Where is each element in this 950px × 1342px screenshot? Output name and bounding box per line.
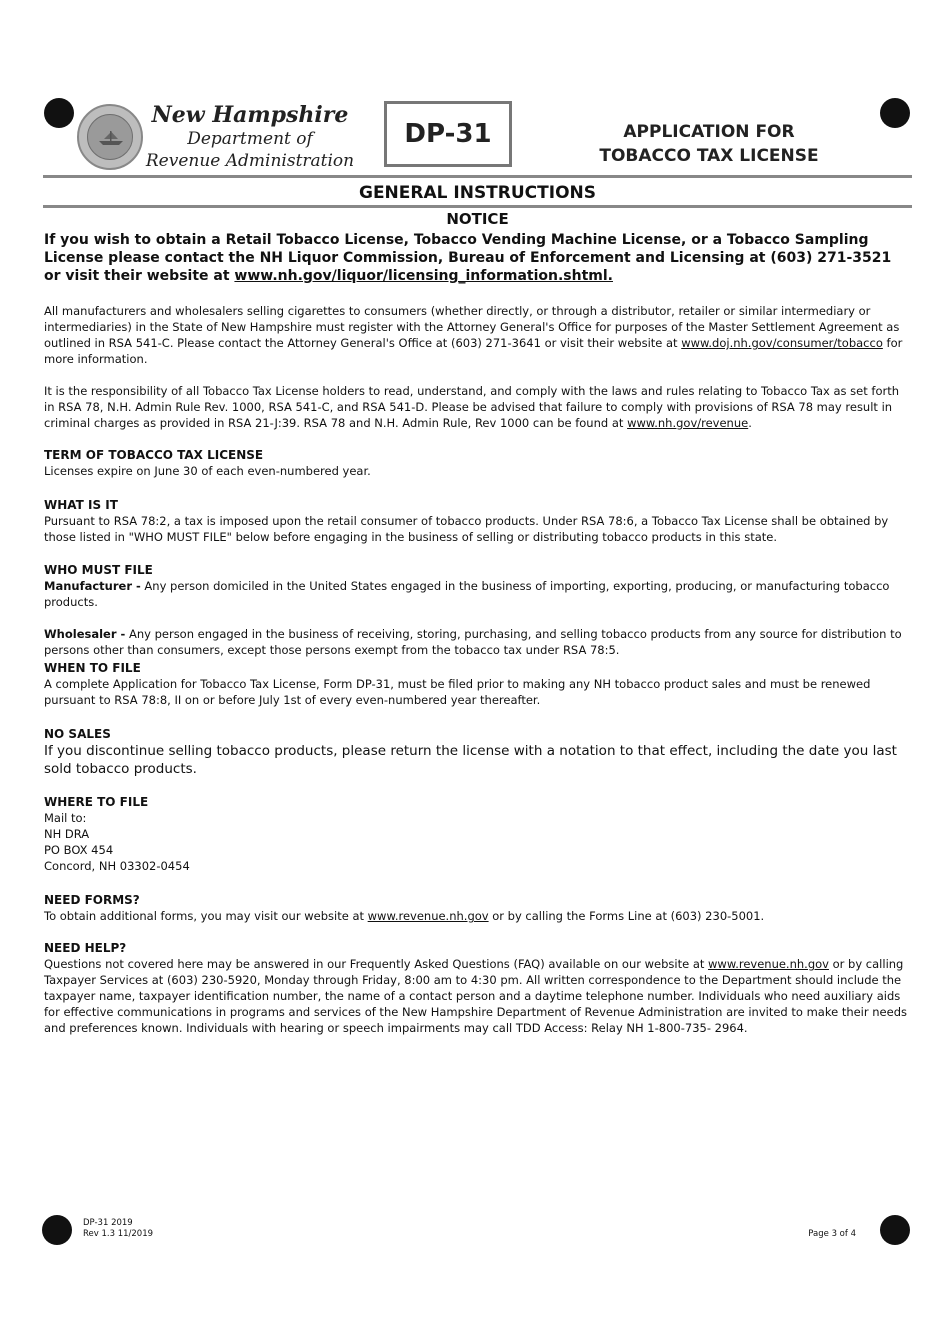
where-line-3: PO BOX 454 [44,843,114,857]
state-seal-logo [77,104,143,170]
para1-text: All manufacturers and wholesalers selling cigarettes to consumers (whether directly, or through a distributor, retailer or similar intermediary or intermediaries) in the State of New Hampshire must register with the Attorney General's Office for purposes of the Master Settlement Agreement as outlined in RSA 541-C. Please contact the Attorney General's Office at (603) 271-3641 or visit their website at [44,304,900,350]
term-heading: TERM OF TOBACCO TAX LICENSE [44,448,264,462]
term-text: Licenses expire on June 30 of each even-numbered year. [44,464,371,478]
dept-line-3: Revenue Administration [145,151,355,171]
footer-form-id: DP-31 2019 [83,1218,133,1228]
where-line-2: NH DRA [44,827,90,841]
footer-revision: Rev 1.3 11/2019 [83,1229,154,1239]
nosales-heading: NO SALES [44,727,111,741]
revenue-link[interactable]: www.nh.gov/revenue [627,416,749,430]
notice-label: NOTICE [446,210,509,228]
section-forms [44,892,910,924]
manufacturer-text: Any person domiciled in the United States engaged in the business of importing, exporting, producing, or manufacturing tobacco products. [44,579,890,609]
corner-dot-bottom-right [880,1215,910,1245]
help-heading: NEED HELP? [44,941,127,955]
wholesaler-text: Any person engaged in the business of receiving, storing, purchasing, and selling tobacco products from any source for distribution to persons other than consumers, except those persons exempt from the tobacco tax under RSA 78:5. [44,627,902,657]
help-text-after: or by calling Taxpayer Services at (603) 230-5920, Monday through Friday, 8:00 am to 4:30 pm. All written correspondence to the Department should include the taxpayer name, taxpayer identification number, the name of a contact person and a daytime telephone number. Individuals who need auxiliary aids for effective communications in programs and services of the New Hampshire Department of Revenue Administration are invited to make their needs and preferences known. Individuals with hearing or speech impairments may call TDD Access: Relay NH 1-800-735- 2964. [44,957,907,1035]
app-title-line-2: TOBACCO TAX LICENSE [599,146,819,166]
when-heading: WHEN TO FILE [44,661,141,675]
section-where [44,794,910,874]
notice-body: If you wish to obtain a Retail Tobacco License, Tobacco Vending Machine License, or a Tobacco Sampling License please contact the NH Liquor Commission, Bureau of Enforcement and Licensing at (603) 271-3521 or visit their website at [44,232,892,284]
para2-text: It is the responsibility of all Tobacco Tax License holders to read, understand, and comply with the laws and rules relating to Tobacco Tax as set forth in RSA 78, N.H. Admin Rule Rev. 1000, RSA 541-C, and RSA 541-D. Please be advised that failure to comply with provisions of RSA 78 may result in criminal charges as provided in RSA 21-J:39. RSA 78 and N.H. Admin Rule, Rev 1000 can be found at [44,384,900,430]
ship-icon [98,131,124,145]
forms-text: To obtain additional forms, you may visit our website at [44,909,364,923]
what-text: Pursuant to RSA 78:2, a tax is imposed upon the retail consumer of tobacco products. Under RSA 78:6, a Tobacco Tax License shall be obtained by those listed in "WHO MUST FILE" below before engaging in the business of selling or distributing tobacco products in this state. [44,514,889,544]
section-term [44,447,910,479]
forms-revenue-link[interactable]: www.revenue.nh.gov [367,909,489,923]
dept-line-2: Department of [187,129,313,149]
app-title-line-1: APPLICATION FOR [623,122,795,142]
where-line-1: Mail to: [44,811,87,825]
form-number: DP-31 [404,119,492,149]
para2-text-after: . [748,416,752,430]
footer-form-info [83,1218,153,1240]
application-title [580,120,838,168]
section-nosales [44,726,910,778]
para1-text-after: for more information. [44,336,903,366]
forms-heading: NEED FORMS? [44,893,140,907]
footer-page-number: Page 3 of 4 [808,1229,856,1239]
who-heading: WHO MUST FILE [44,563,153,577]
nosales-text: If you discontinue selling tobacco products, please return the license with a notation to that effect, including the date you last sold tobacco products. [44,743,897,777]
doj-tobacco-link[interactable]: www.doj.nh.gov/consumer/tobacco [681,336,883,350]
wholesaler-label: Wholesaler - [44,627,126,641]
where-line-4: Concord, NH 03302-0454 [44,859,190,873]
forms-text-after: or by calling the Forms Line at (603) 230-5001. [492,909,765,923]
para-responsibility [44,383,910,431]
corner-dot-top-left [44,98,74,128]
notice-text [44,231,910,285]
para-master-settlement [44,303,910,367]
liquor-licensing-link[interactable]: www.nh.gov/liquor/licensing_information.shtml. [234,268,613,284]
corner-dot-top-right [880,98,910,128]
corner-dot-bottom-left [42,1215,72,1245]
section-when [44,660,910,708]
section-who [44,562,910,658]
where-heading: WHERE TO FILE [44,795,149,809]
help-revenue-link[interactable]: www.revenue.nh.gov [708,957,829,971]
manufacturer-label: Manufacturer - [44,579,141,593]
section-title: GENERAL INSTRUCTIONS [358,183,596,203]
dept-line-1: New Hampshire [151,102,349,128]
header-rule [43,175,912,178]
what-heading: WHAT IS IT [44,498,118,512]
when-text: A complete Application for Tobacco Tax License, Form DP-31, must be filed prior to making any NH tobacco product sales and must be renewed pursuant to RSA 78:8, II on or before July 1st of every even-numbered year thereafter. [44,677,871,707]
section-help [44,940,910,1036]
section-rule [43,205,912,208]
section-what [44,497,910,545]
form-number-box [384,101,512,167]
department-name [145,102,355,172]
help-text: Questions not covered here may be answered in our Frequently Asked Questions (FAQ) available on our website at [44,957,705,971]
